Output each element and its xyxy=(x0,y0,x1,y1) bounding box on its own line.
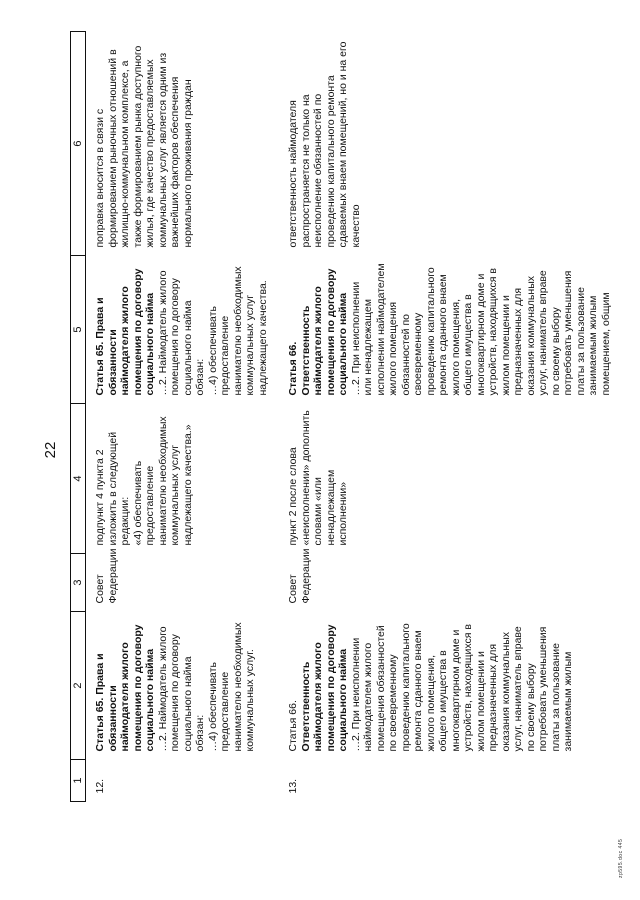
justification-cell: поправка вносится в связи с формированием рыночных отношений в жилищно-коммунальном комплексе, а также формированием рынка доступного жилья, где качество предоставляемых коммунальных услуг является одним из важнейших факторов обеспечения нормального проживания граждан xyxy=(94,45,194,248)
amended-law-cell xyxy=(279,256,622,404)
row-number: 12. xyxy=(94,778,106,794)
amendment-cell: подпункт 4 пункта 2 изложить в следующей редакции: «4) обеспечивать предоставление нанимателю необходимых коммунальных услуг надлежащего качества.» xyxy=(94,416,194,546)
article-title: Статья 65. Права и обязанности наймодателя жилого помещения по договору социального найма xyxy=(94,268,156,396)
table-row xyxy=(279,32,622,802)
article-title: Статья 65. Права и обязанности наймодателя жилого помещения по договору социального найма xyxy=(94,624,156,752)
column-header: 3 xyxy=(71,554,86,612)
amended-law-cell xyxy=(86,256,280,404)
article-number: Статья 66. xyxy=(287,700,299,752)
header-row xyxy=(71,32,86,802)
author-cell: Совет Федерации xyxy=(94,548,119,604)
column-header: 2 xyxy=(71,612,86,760)
article-text: …2. Наймодатель жилого помещения по договору социального найма обязан: …4) обеспечивать предоставление нанимателю необходимых коммунальных услуг. xyxy=(156,622,256,752)
column-header: 4 xyxy=(71,404,86,554)
page-number: 22 xyxy=(42,441,59,459)
article-text: …2. При неисполнении наймодателем жилого помещения обязанностей по своевременному проведению капитального ремонта сданного внаем жилого помещения, общего имущества в многоквартирном доме и устройств, находящихся в жилом помещении и предназначенных для оказания коммунальных услуг, наниматель вправе по своему выбору потребовать уменьшения платы за пользование занимаемым жилым xyxy=(349,623,574,752)
current-law-cell xyxy=(86,612,280,760)
current-law-cell xyxy=(279,612,622,760)
file-footer: zp595.doc 445 xyxy=(618,838,624,878)
justification-cell: ответственность наймодателя распространяется не только на неисполнение обязанностей по проведению капитального ремонта сдаваемых внаем помещений, но и на его качество xyxy=(287,41,362,248)
row-number: 13. xyxy=(287,778,299,794)
amendments-table xyxy=(70,31,622,802)
article-title: Статья 66. Ответственность наймодателя жилого помещения по договору социального найма xyxy=(287,268,349,396)
column-header: 5 xyxy=(71,256,86,404)
column-header: 1 xyxy=(71,760,86,802)
column-header: 6 xyxy=(71,32,86,256)
amendment-cell: пункт 2 после слова «неисполнении» дополнить словами «или ненадлежащем исполнении» xyxy=(287,410,349,546)
article-text: …2. Наймодатель жилого помещения по договору социального найма обязан: …4) обеспечивать предоставление нанимателю необходимых коммунальных услуг надлежащего качества. xyxy=(156,266,269,396)
article-title: Ответственность наймодателя жилого помещения по договору социального найма xyxy=(299,624,349,752)
article-text: …2. При неисполнении или ненадлежащем исполнении наймодателем жилого помещения обязанностей по своевременному проведению капитального ремонта сданного внаем жилого помещения, общего имущества в многоквартирном доме и устройств, находящихся в жилом помещении и предназначенных для оказания коммунальных услуг, наниматель вправе по своему выбору потребовать уменьшения платы за пользование занимаемым жилым помещением, общим xyxy=(349,263,612,396)
author-cell: Совет Федерации xyxy=(287,548,312,604)
table-row xyxy=(86,32,280,802)
